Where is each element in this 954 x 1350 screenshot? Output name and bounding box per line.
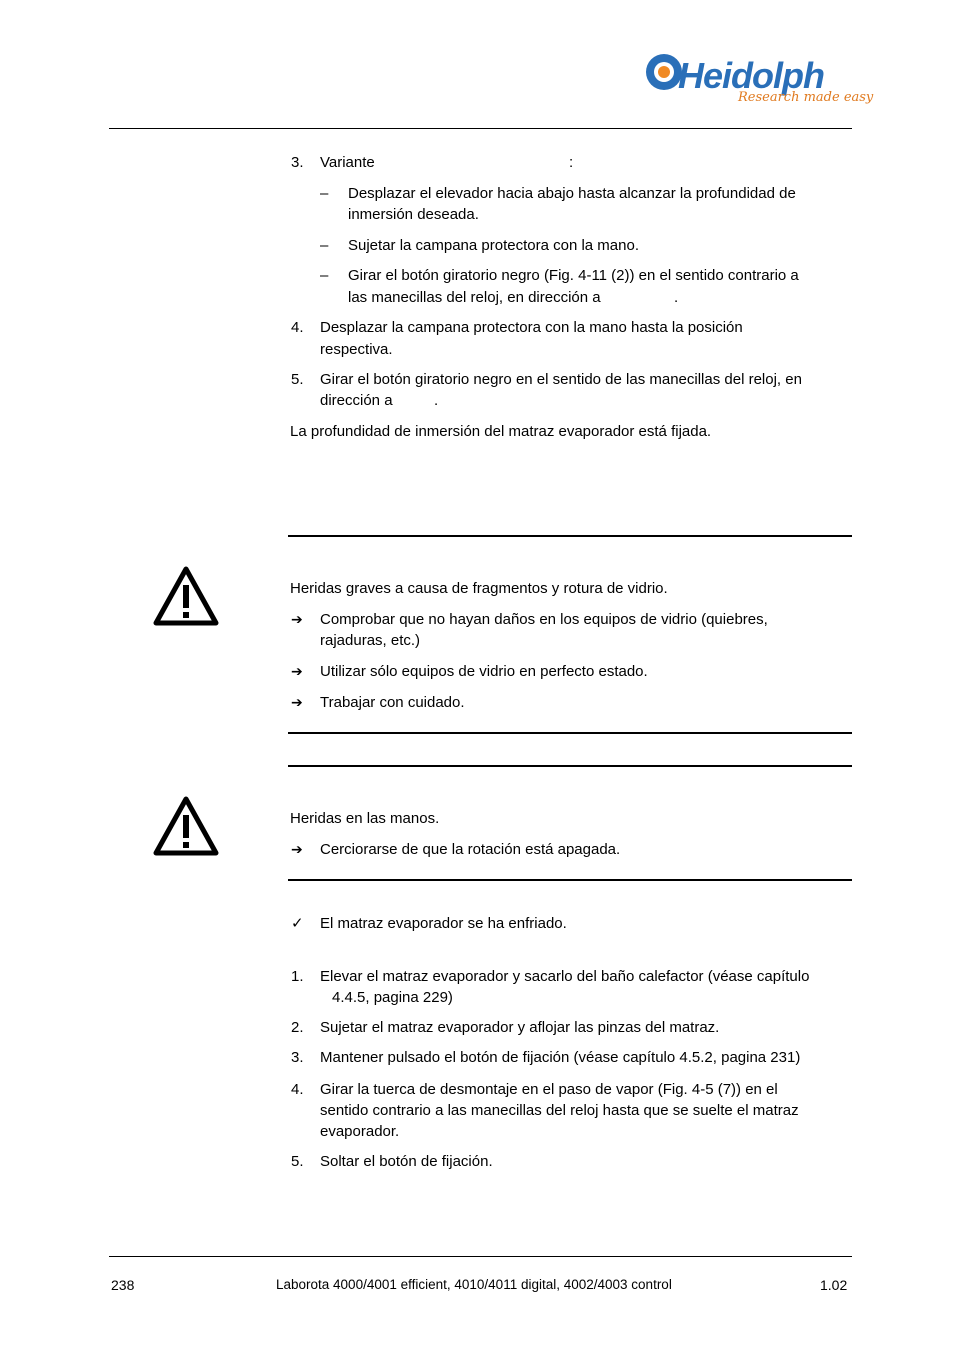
step-text: Elevar el matraz evaporador y sacarlo del baño calefactor (véase capítulo	[320, 968, 810, 985]
arrow-icon: ➔	[291, 841, 303, 857]
logo-circle-icon	[646, 54, 682, 90]
step-number: 2.	[291, 1019, 304, 1036]
bullet-text: Girar el botón giratorio negro (Fig. 4-11 (2)) en el sentido contrario a	[348, 267, 799, 284]
page-number: 238	[111, 1277, 135, 1293]
warning-text: Heridas graves a causa de fragmentos y rotura de vidrio.	[290, 580, 668, 597]
step-text: Girar el botón giratorio negro en el sentido de las manecillas del reloj, en	[320, 371, 802, 388]
warning-item: Cerciorarse de que la rotación está apagada.	[320, 841, 621, 858]
bullet-text: inmersión deseada.	[348, 206, 479, 223]
step-number: 4.	[291, 1081, 304, 1098]
warning-item: Comprobar que no hayan daños en los equipos de vidrio (quiebres,	[320, 611, 768, 628]
warning-triangle-icon	[152, 565, 220, 627]
step-number: 5.	[291, 371, 304, 388]
step-text: Mantener pulsado el botón de fijación (véase capítulo 4.5.2, pagina 231)	[320, 1049, 801, 1066]
step-number: 3.	[291, 154, 304, 171]
step-colon: :	[569, 154, 574, 171]
arrow-icon: ➔	[291, 611, 303, 627]
warning-bottom-rule	[288, 879, 852, 881]
step-text: respectiva.	[320, 341, 393, 358]
step-text: Variante	[320, 154, 375, 171]
step-text: Sujetar el matraz evaporador y aflojar las pinzas del matraz.	[320, 1019, 720, 1036]
step-text: Soltar el botón de fijación.	[320, 1153, 493, 1170]
result-text: La profundidad de inmersión del matraz evaporador está fijada.	[290, 423, 712, 440]
footer-title: Laborota 4000/4001 efficient, 4010/4011 digital, 4002/4003 control	[276, 1277, 672, 1292]
dash-bullet: –	[320, 185, 329, 202]
step-period: .	[434, 392, 439, 409]
dash-bullet: –	[320, 237, 329, 254]
logo-wordmark: Heidolph	[678, 55, 824, 96]
step-text: 4.4.5, pagina 229)	[332, 989, 453, 1006]
arrow-icon: ➔	[291, 663, 303, 679]
step-text: Desplazar la campana protectora con la mano hasta la posición	[320, 319, 743, 336]
bullet-period: .	[674, 289, 679, 306]
warning-text: Heridas en las manos.	[290, 810, 440, 827]
version-number: 1.02	[820, 1277, 848, 1293]
warning-item: Utilizar sólo equipos de vidrio en perfecto estado.	[320, 663, 648, 680]
warning-item: rajaduras, etc.)	[320, 632, 421, 649]
bullet-text: Sujetar la campana protectora con la mano.	[348, 237, 639, 254]
warning-top-rule	[288, 765, 852, 767]
step-number: 1.	[291, 968, 304, 985]
step-number: 5.	[291, 1153, 304, 1170]
step-text: sentido contrario a las manecillas del reloj hasta que se suelte el matraz	[320, 1102, 799, 1119]
bullet-text: las manecillas del reloj, en dirección a	[348, 289, 601, 306]
logo-tagline: Research made easy	[738, 90, 874, 105]
warning-triangle-icon	[152, 795, 220, 857]
warning-top-rule	[288, 535, 852, 537]
dash-bullet: –	[320, 267, 329, 284]
warning-bottom-rule	[288, 732, 852, 734]
check-icon: ✓	[291, 915, 304, 932]
step-text: evaporador.	[320, 1123, 400, 1140]
footer-rule	[109, 1256, 852, 1257]
header-rule	[109, 128, 852, 129]
warning-item: Trabajar con cuidado.	[320, 694, 465, 711]
step-text: Girar la tuerca de desmontaje en el paso de vapor (Fig. 4-5 (7)) en el	[320, 1081, 778, 1098]
bullet-text: Desplazar el elevador hacia abajo hasta alcanzar la profundidad de	[348, 185, 796, 202]
step-text: dirección a	[320, 392, 393, 409]
arrow-icon: ➔	[291, 694, 303, 710]
step-number: 3.	[291, 1049, 304, 1066]
step-number: 4.	[291, 319, 304, 336]
precondition-text: El matraz evaporador se ha enfriado.	[320, 915, 567, 932]
